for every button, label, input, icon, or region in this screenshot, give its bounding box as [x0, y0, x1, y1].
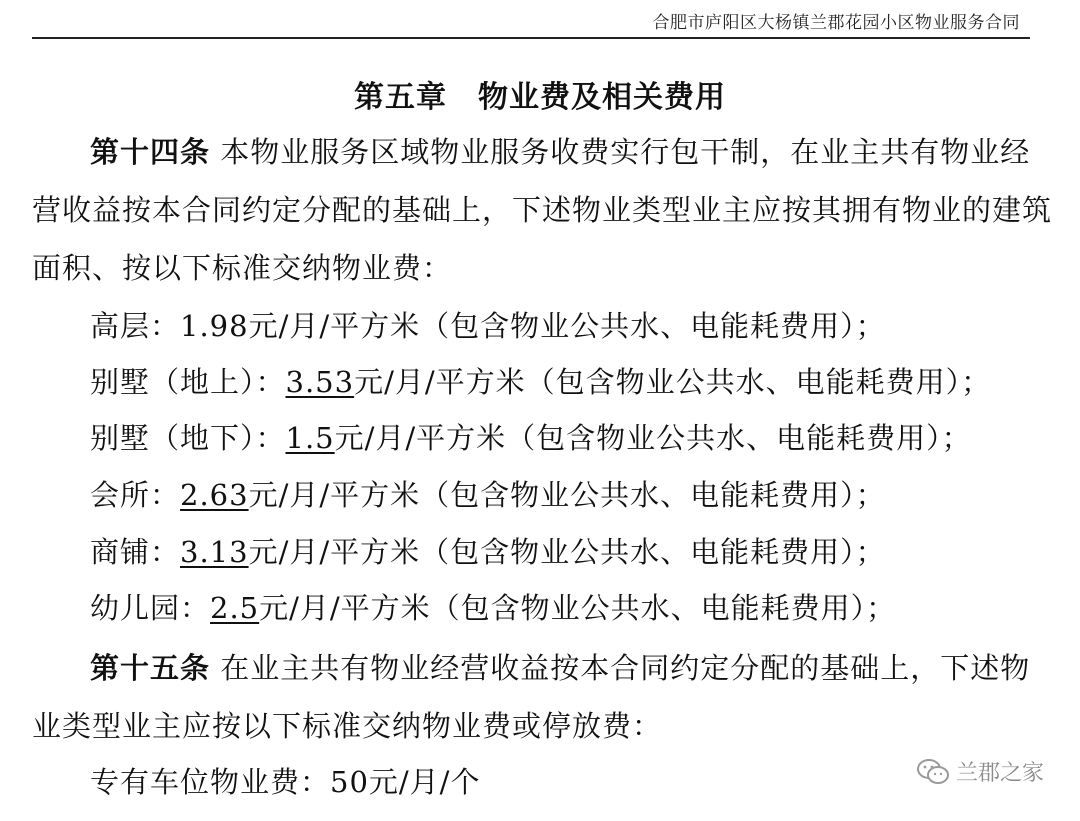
fee-rest: 元/月/平方米（包含物业公共水、电能耗费用）；	[248, 309, 886, 343]
fee-amount: 1.5	[285, 421, 335, 455]
fee-line	[90, 590, 896, 626]
fee-line	[90, 420, 972, 456]
article14-line1	[90, 134, 1030, 170]
fee-line	[90, 364, 991, 400]
chapter-title: 第五章 物业费及相关费用	[354, 80, 726, 115]
fee-line	[90, 477, 886, 513]
running-header: 合肥市庐阳区大杨镇兰郡花园小区物业服务合同	[652, 13, 1020, 33]
article15-label: 第十五条	[90, 651, 211, 685]
article14-label: 第十四条	[90, 135, 211, 169]
fee-name: 别墅（地上）：	[90, 365, 286, 399]
fee-name: 会所：	[90, 478, 181, 512]
fee-name: 幼儿园：	[90, 591, 211, 625]
fee-line	[90, 534, 886, 570]
article14-line2: 营收益按本合同约定分配的基础上，下述物业类型业主应按其拥有物业的建筑	[32, 193, 1053, 227]
article14-line3: 面积、按以下标准交纳物业费：	[32, 251, 453, 285]
article15-line2: 业类型业主应按以下标准交纳物业费或停放费：	[32, 709, 663, 743]
fee-amount: 3.13	[180, 535, 249, 569]
article15-text1: 在业主共有物业经营收益按本合同约定分配的基础上，下述物	[220, 651, 1031, 685]
header-rule	[32, 37, 1030, 39]
fee-name: 高层：	[90, 309, 181, 343]
fee-name: 商铺：	[90, 535, 181, 569]
fee-amount: 2.63	[180, 478, 249, 512]
fee-name: 别墅（地下）：	[90, 421, 286, 455]
fee-line	[90, 308, 886, 344]
fee-rest: 元/月/平方米（包含物业公共水、电能耗费用）；	[334, 421, 972, 455]
fee-rest: 元/月/平方米（包含物业公共水、电能耗费用）；	[248, 478, 886, 512]
article14-text1: 本物业服务区域物业服务收费实行包干制，在业主共有物业经	[220, 135, 1031, 169]
fee-amount: 3.53	[285, 365, 355, 399]
watermark	[916, 756, 1044, 787]
fee-amount: 1.98	[180, 309, 249, 343]
parking-fee-line: 专有车位物业费：50元/月/个	[90, 765, 481, 799]
fee-rest: 元/月/平方米（包含物业公共水、电能耗费用）；	[354, 365, 992, 399]
fee-amount: 2.5	[210, 591, 260, 625]
fee-rest: 元/月/平方米（包含物业公共水、电能耗费用）；	[248, 535, 886, 569]
watermark-text: 兰郡之家	[955, 761, 1044, 786]
fee-rest: 元/月/平方米（包含物业公共水、电能耗费用）；	[259, 591, 897, 625]
wechat-icon	[916, 758, 950, 786]
article15-line1	[90, 650, 1030, 686]
